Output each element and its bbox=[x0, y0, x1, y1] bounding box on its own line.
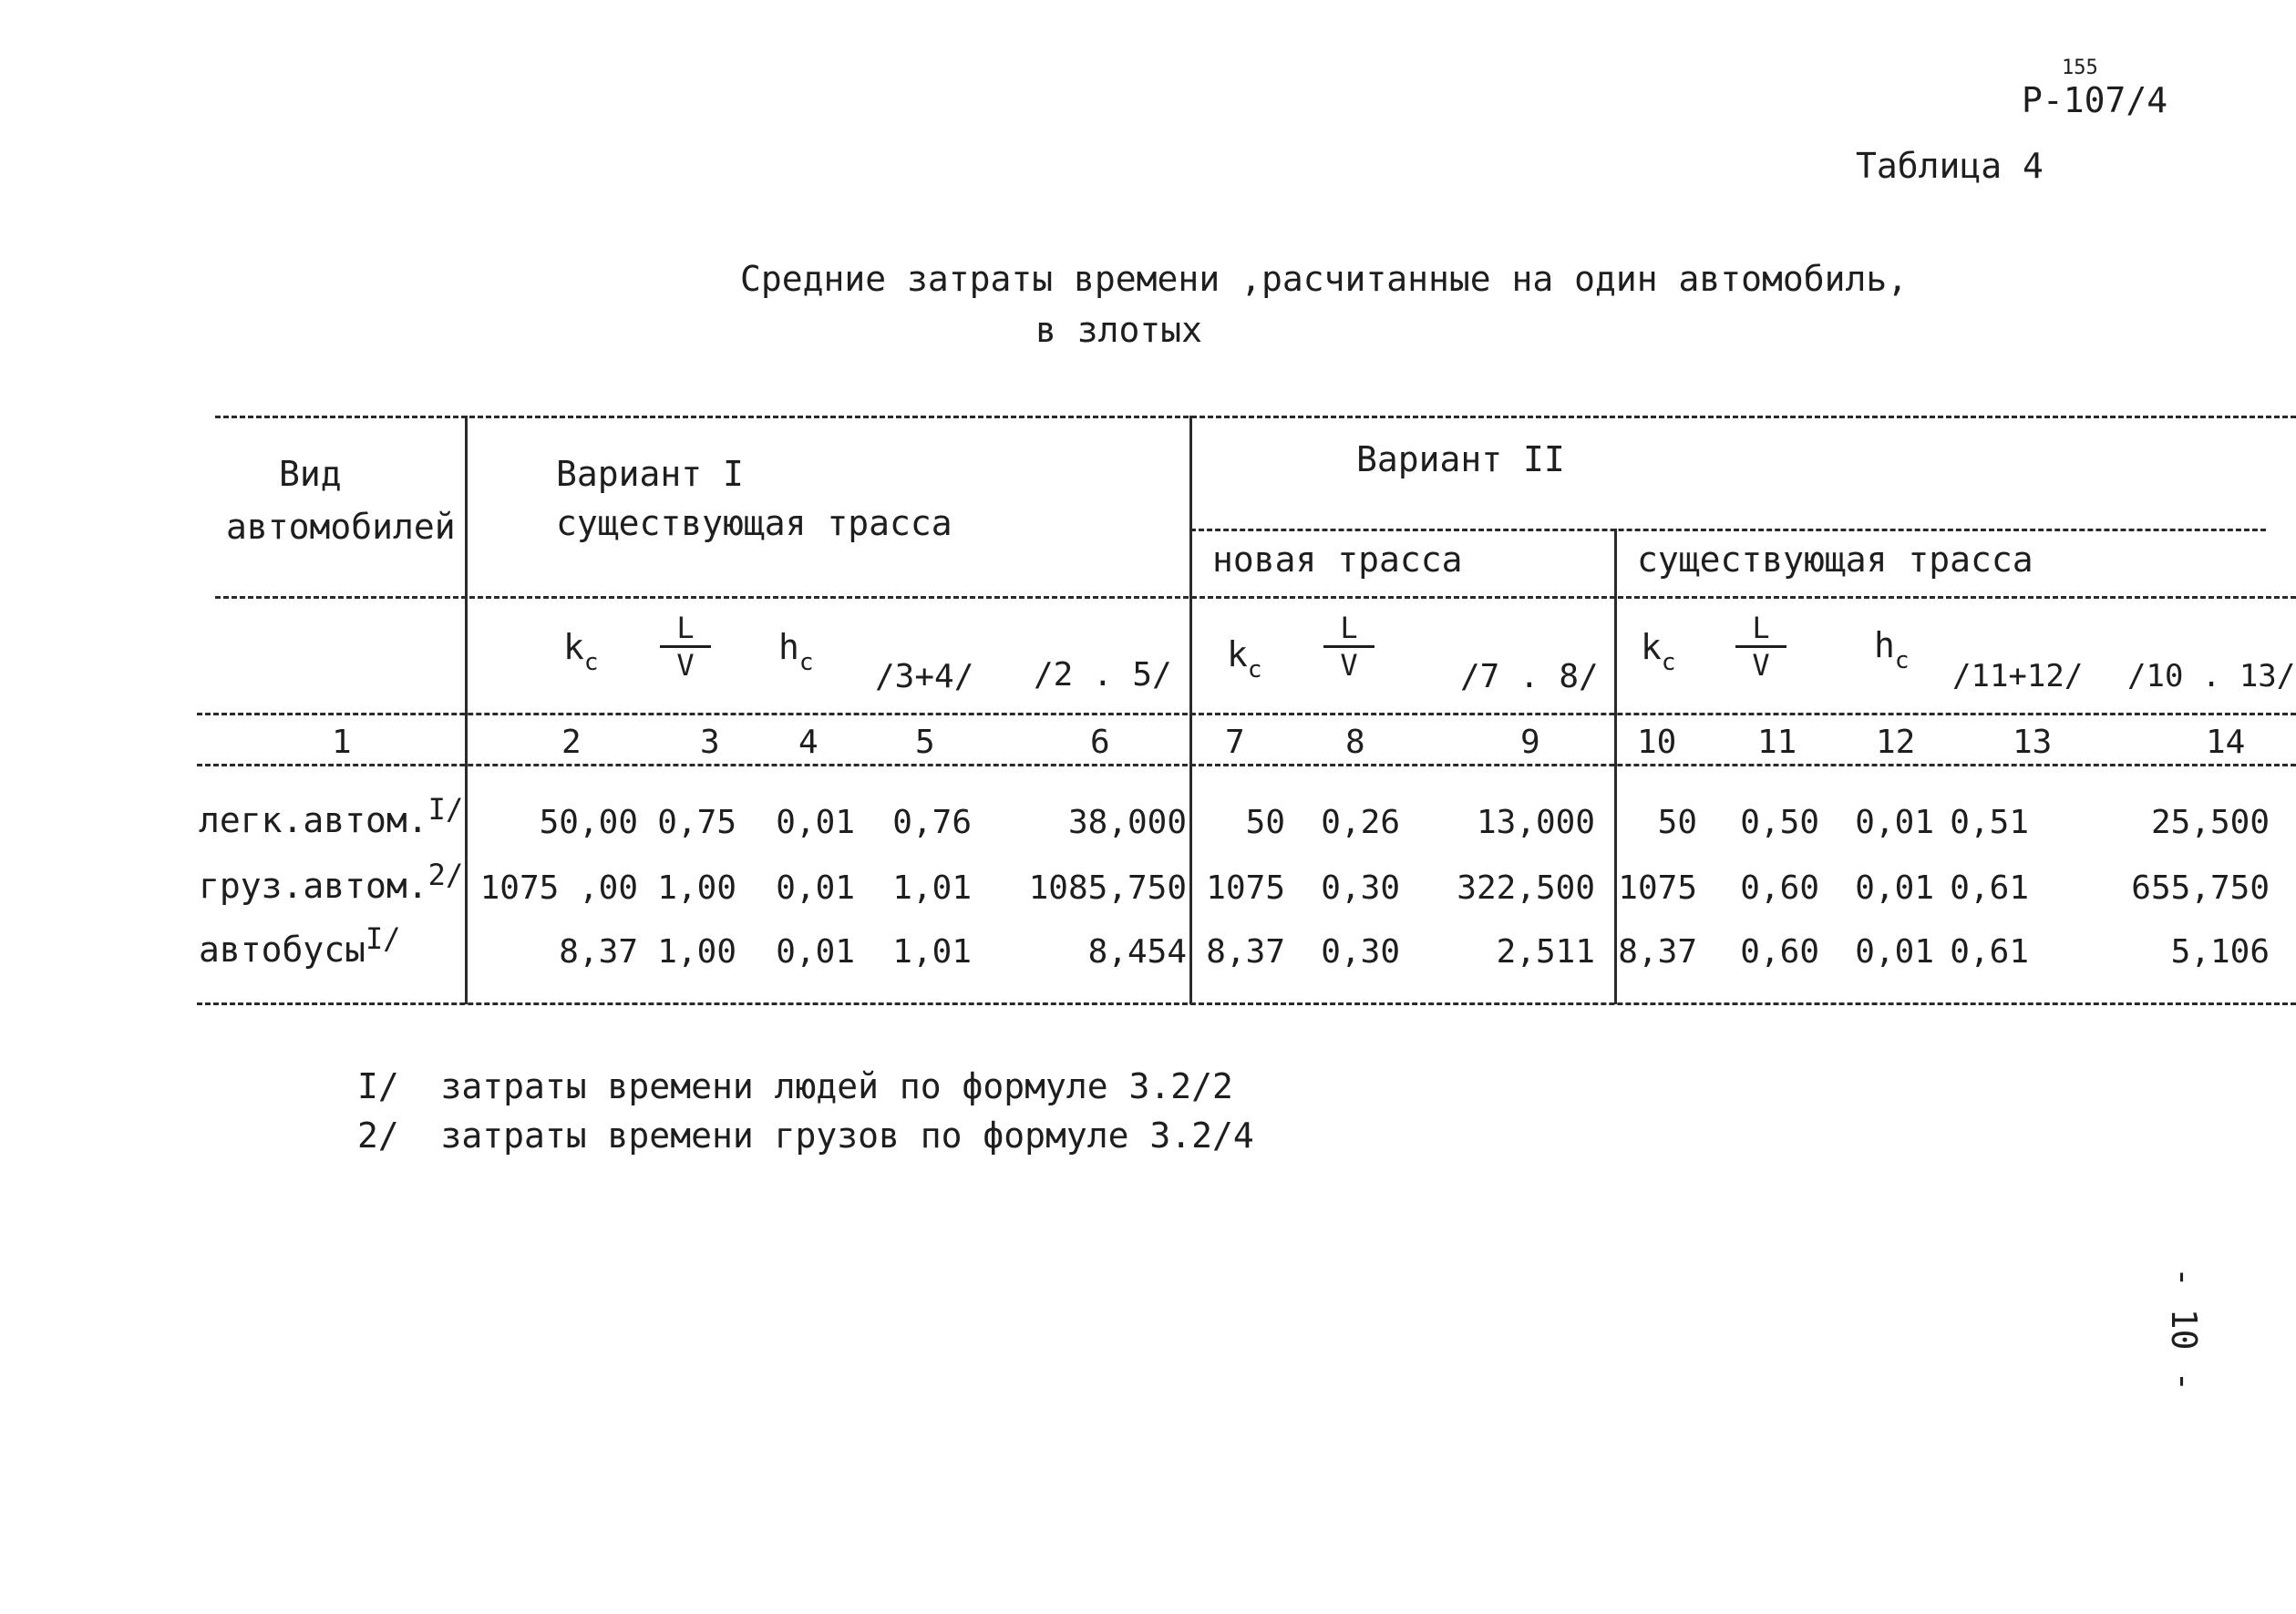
table-cell: 50 bbox=[1245, 804, 1285, 841]
col-number: 11 bbox=[1757, 724, 1797, 761]
table-title-line1: Средние затраты времени ,расчитанные на один автомобиль, bbox=[740, 259, 1909, 299]
table-bottom-rule bbox=[197, 1002, 2296, 1005]
frac-denominator: V bbox=[1340, 648, 1358, 683]
hc-letter: h bbox=[1874, 625, 1895, 665]
header-rule bbox=[215, 596, 2296, 599]
kc-subscript: c bbox=[1661, 649, 1676, 676]
col-number: 4 bbox=[798, 724, 819, 761]
table-cell: 8,37 bbox=[1206, 933, 1285, 971]
footnote-text: затраты времени грузов по формуле 3.2/4 bbox=[440, 1115, 1254, 1156]
variant1-route: существующая трасса bbox=[556, 503, 952, 543]
col-number: 1 bbox=[332, 724, 352, 761]
table-cell: 655,750 bbox=[2131, 869, 2270, 907]
table-cell: 0,61 bbox=[1950, 933, 2029, 971]
table-cell: 50 bbox=[1657, 804, 1697, 841]
kc-letter: k bbox=[1227, 634, 1248, 674]
col-number: 14 bbox=[2206, 724, 2246, 761]
hc-symbol-col4 bbox=[778, 627, 814, 676]
table-cell: 0,01 bbox=[776, 933, 855, 971]
footnote-mark: 2/ bbox=[357, 1115, 399, 1156]
variant2-existing-route: существующая трасса bbox=[1637, 540, 2033, 580]
table-cell: 0,26 bbox=[1321, 804, 1400, 841]
row-vehicle-name bbox=[199, 858, 464, 906]
table-cell: 5,106 bbox=[2170, 933, 2270, 971]
table-cell: 1075 bbox=[1618, 869, 1697, 907]
footnote-mark: I/ bbox=[357, 1066, 399, 1106]
table-top-rule bbox=[215, 416, 2296, 418]
variant-divider bbox=[1189, 416, 1192, 1004]
table-cell: 1,00 bbox=[657, 933, 736, 971]
l-over-v-col3 bbox=[656, 611, 715, 683]
variant1-title: Вариант I bbox=[556, 454, 744, 494]
table-cell: 0,01 bbox=[776, 804, 855, 841]
document-code: Р-107/4 bbox=[2022, 80, 2168, 120]
footnote-2 bbox=[357, 1115, 1254, 1156]
col-number: 10 bbox=[1637, 724, 1677, 761]
variant2-title: Вариант II bbox=[1356, 439, 1565, 479]
kc-symbol-col7 bbox=[1227, 634, 1262, 684]
number-row-rule bbox=[197, 764, 2296, 766]
vehicle-name-text: груз.автом. bbox=[199, 866, 428, 906]
vehicle-name-text: автобусы bbox=[199, 930, 366, 970]
col-number: 12 bbox=[1876, 724, 1916, 761]
row-footnote-mark: I/ bbox=[366, 921, 401, 956]
kc-subscript: c bbox=[1247, 656, 1262, 684]
table-cell: 8,37 bbox=[1618, 933, 1697, 971]
col-number: 13 bbox=[2013, 724, 2053, 761]
col-number: 6 bbox=[1090, 724, 1110, 761]
row-vehicle-name bbox=[199, 792, 464, 840]
footnote-text: затраты времени людей по формуле 3.2/2 bbox=[440, 1066, 1233, 1106]
table-cell: 0,50 bbox=[1740, 804, 1819, 841]
table-label: Таблица 4 bbox=[1856, 146, 2044, 186]
variant2-new-route: новая трасса bbox=[1212, 540, 1463, 580]
frac-denominator: V bbox=[676, 648, 695, 683]
table-cell: 8,37 bbox=[559, 933, 638, 971]
table-cell: 25,500 bbox=[2150, 804, 2270, 841]
hc-symbol-col12 bbox=[1874, 625, 1910, 674]
row-footnote-mark: I/ bbox=[427, 792, 464, 827]
table-cell: 1,01 bbox=[892, 869, 972, 907]
table-cell: 0,61 bbox=[1950, 869, 2029, 907]
kc-symbol-col2 bbox=[563, 627, 599, 676]
table-cell: 0,30 bbox=[1321, 869, 1400, 907]
table-cell: 0,60 bbox=[1740, 933, 1819, 971]
table-cell: 0,01 bbox=[1855, 804, 1934, 841]
stamp-number: 155 bbox=[2062, 57, 2098, 79]
page-number: - 10 - bbox=[2164, 1267, 2204, 1393]
table-cell: 0,75 bbox=[657, 804, 736, 841]
table-cell: 0,01 bbox=[1855, 933, 1934, 971]
table-cell: 38,000 bbox=[1067, 804, 1187, 841]
col-number: 9 bbox=[1520, 724, 1540, 761]
row-footnote-mark: 2/ bbox=[427, 858, 464, 892]
vehicle-name-text: легк.автом. bbox=[199, 800, 428, 840]
col-number: 3 bbox=[700, 724, 720, 761]
table-cell: 13,000 bbox=[1476, 804, 1595, 841]
vehicle-type-header-line2: автомобилей bbox=[226, 507, 456, 547]
table-cell: 0,01 bbox=[1855, 869, 1934, 907]
kc-subscript: c bbox=[583, 649, 599, 676]
l-over-v-col8 bbox=[1320, 611, 1378, 683]
formula-2-times-5: /2 . 5/ bbox=[1034, 656, 1172, 694]
footnote-1 bbox=[357, 1066, 1233, 1106]
col1-divider bbox=[465, 416, 468, 1004]
kc-symbol-col10 bbox=[1641, 627, 1676, 676]
hc-subscript: c bbox=[1894, 647, 1910, 674]
table-cell: 1,01 bbox=[892, 933, 972, 971]
table-cell: 0,30 bbox=[1321, 933, 1400, 971]
table-title-line2: в злотых bbox=[1035, 310, 1203, 350]
hc-subscript: c bbox=[798, 649, 814, 676]
frac-numerator: L bbox=[1340, 611, 1358, 645]
table-cell: 0,76 bbox=[892, 804, 972, 841]
formula-7-times-8: /7 . 8/ bbox=[1460, 658, 1599, 695]
table-cell: 0,51 bbox=[1950, 804, 2029, 841]
kc-letter: k bbox=[1641, 627, 1662, 667]
variant2-subheader-rule bbox=[1190, 529, 2266, 531]
table-cell: 50,00 bbox=[539, 804, 638, 841]
col-number: 2 bbox=[561, 724, 582, 761]
formula-3-plus-4: /3+4/ bbox=[875, 658, 974, 695]
formula-11-plus-12: /11+12/ bbox=[1952, 658, 2084, 694]
table-cell: 1,00 bbox=[657, 869, 736, 907]
hc-letter: h bbox=[778, 627, 799, 667]
col-number: 7 bbox=[1225, 724, 1245, 761]
col-number: 8 bbox=[1345, 724, 1365, 761]
col-number: 5 bbox=[915, 724, 935, 761]
table-cell: 1075 bbox=[1206, 869, 1285, 907]
frac-numerator: L bbox=[1752, 611, 1770, 645]
l-over-v-col11 bbox=[1732, 611, 1790, 683]
frac-denominator: V bbox=[1752, 648, 1770, 683]
table-cell: 1085,750 bbox=[1028, 869, 1187, 907]
table-cell: 0,60 bbox=[1740, 869, 1819, 907]
table-cell: 1075 ,00 bbox=[479, 869, 638, 907]
formula-10-times-13: /10 . 13/ bbox=[2127, 658, 2296, 694]
symbol-row-rule bbox=[197, 713, 2296, 715]
row-vehicle-name bbox=[199, 921, 401, 970]
table-cell: 8,454 bbox=[1087, 933, 1187, 971]
frac-numerator: L bbox=[676, 611, 695, 645]
route-divider bbox=[1614, 529, 1617, 1004]
vehicle-type-header-line1: Вид bbox=[279, 454, 342, 494]
table-cell: 2,511 bbox=[1496, 933, 1595, 971]
table-cell: 0,01 bbox=[776, 869, 855, 907]
table-cell: 322,500 bbox=[1457, 869, 1595, 907]
kc-letter: k bbox=[563, 627, 584, 667]
